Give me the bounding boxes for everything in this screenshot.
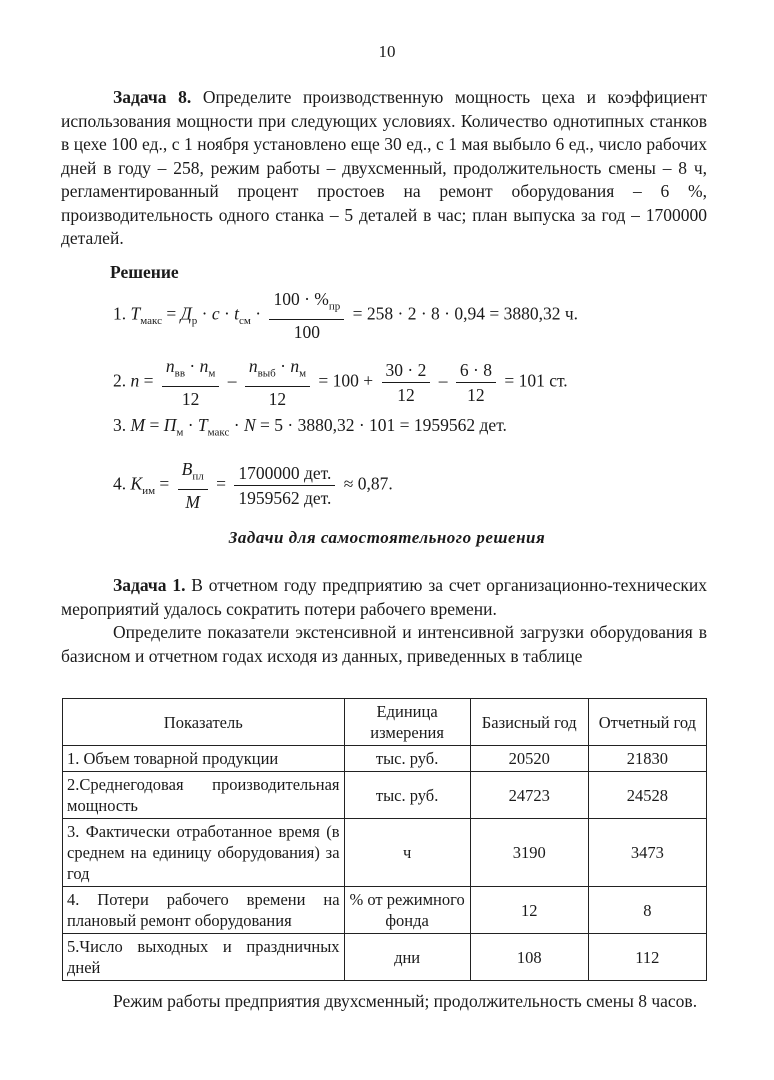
task1-label: Задача 1. xyxy=(113,575,186,595)
row-unit: дни xyxy=(344,934,470,981)
formula-3: 3. $M = П_м \cdot T_{макс} \cdot N = 5 \cdot 3880,32 \cdot 101 = 1959562$ дет. xyxy=(113,415,507,439)
header-indicator: Показатель xyxy=(63,699,345,746)
header-base-year: Базисный год xyxy=(470,699,588,746)
row-unit: тыс. руб. xyxy=(344,746,470,772)
header-report-year: Отчетный год xyxy=(588,699,706,746)
table-row xyxy=(63,819,707,887)
row-indicator: 3. Фактически отработанное время (в среднем на единицу оборудования) за год xyxy=(63,819,345,887)
row-report-value: 3473 xyxy=(588,819,706,887)
formula-1: 1. $T_{макс} = Д_р \cdot c \cdot t_{см}$ · $\frac{100 \cdot \%_{пр}}{100}$ = 258 · 2 · 8 · 0,94 = 3880,32 ч. xyxy=(113,289,579,342)
row-report-value: 8 xyxy=(588,887,706,934)
page-number: 10 xyxy=(378,42,396,61)
row-indicator: 1. Объем товарной продукции xyxy=(63,746,345,772)
formula-4: 4. $K_{им}$ = $\frac{B_{пл}}{M}$ = $\frac{\text{1700000 дет.}}{\text{1959562 дет.}}$ ≈ 0,87. xyxy=(113,459,393,512)
table-row xyxy=(63,746,707,772)
table-row xyxy=(63,934,707,981)
formula-2-result: = 101 ст. xyxy=(499,370,568,391)
header-unit: Единица измерения xyxy=(344,699,470,746)
formula-1-number: 1. xyxy=(113,303,127,324)
row-base-value: 20520 xyxy=(470,746,588,772)
formula-3-result: = 5 · 3880,32 · 101 = 1959562 дет. xyxy=(255,415,507,435)
row-indicator: 4. Потери рабочего времени на плановый ремонт оборудования xyxy=(63,887,345,934)
row-base-value: 12 xyxy=(470,887,588,934)
row-indicator: 5.Число выходных и праздничных дней xyxy=(63,934,345,981)
formula-4-denominator: 1959562 дет. xyxy=(238,487,332,508)
row-report-value: 112 xyxy=(588,934,706,981)
task1-text: В отчетном году предприятию за счет организационно-технических мероприятий удалось сократить потери рабочего времени. xyxy=(61,575,707,619)
row-unit: % от режимного фонда xyxy=(344,887,470,934)
formula-3-number: 3. xyxy=(113,415,127,435)
formula-4-result: ≈ 0,87. xyxy=(339,473,393,494)
task8-text: Определите производственную мощность цеха и коэффициент использования мощности при следующих условиях. Количество однотипных станков в цехе 100 ед., с 1 ноября установлено еще 30 ед., с 1 мая выбыло 6 ед., число рабочих дней в году – 258, режим работы – двухсменный, продолжительность смены – 8 ч, регламентированный процент простоев на ремонт оборудования – 6 %, производительность одного станка – 5 деталей в час; план выпуска за год – 1700000 деталей. xyxy=(61,87,707,248)
table-row xyxy=(63,887,707,934)
row-base-value: 3190 xyxy=(470,819,588,887)
table-header-row xyxy=(63,699,707,746)
formula-1-result: = 258 · 2 · 8 · 0,94 = 3880,32 ч. xyxy=(348,303,579,324)
footer-paragraph xyxy=(61,990,707,1014)
task8-label: Задача 8. xyxy=(113,87,192,107)
table-row xyxy=(63,772,707,819)
solution-heading: Решение xyxy=(110,262,179,282)
row-unit: тыс. руб. xyxy=(344,772,470,819)
row-base-value: 24723 xyxy=(470,772,588,819)
formula-4-numerator: 1700000 дет. xyxy=(234,462,335,486)
row-unit: ч xyxy=(344,819,470,887)
task8-paragraph xyxy=(61,86,707,251)
task1-text-2: Определите показатели экстенсивной и интенсивной загрузки оборудования в базисном и отчетном годах исходя из данных, приведенных в таблице xyxy=(61,622,707,666)
row-indicator: 2.Среднегодовая производительная мощность xyxy=(63,772,345,819)
formula-4-number: 4. xyxy=(113,473,127,494)
row-base-value: 108 xyxy=(470,934,588,981)
task1-paragraph-2 xyxy=(61,621,707,668)
formula-2: 2. n = $\frac{n_{вв} \cdot n_м}{12}$ – $\frac{n_{выб} \cdot n_м}{12}$ = 100 + $\frac{30 \cdot 2}{12}$ – $\frac{6 \cdot 8}{12}$ = 101 ст. xyxy=(113,356,568,409)
row-report-value: 24528 xyxy=(588,772,706,819)
row-report-value: 21830 xyxy=(588,746,706,772)
formula-2-number: 2. xyxy=(113,370,127,391)
data-table xyxy=(62,698,707,981)
footer-text: Режим работы предприятия двухсменный; продолжительность смены 8 часов. xyxy=(113,991,698,1011)
section-title: Задачи для самостоятельного решения xyxy=(228,528,546,547)
task1-paragraph xyxy=(61,574,707,621)
